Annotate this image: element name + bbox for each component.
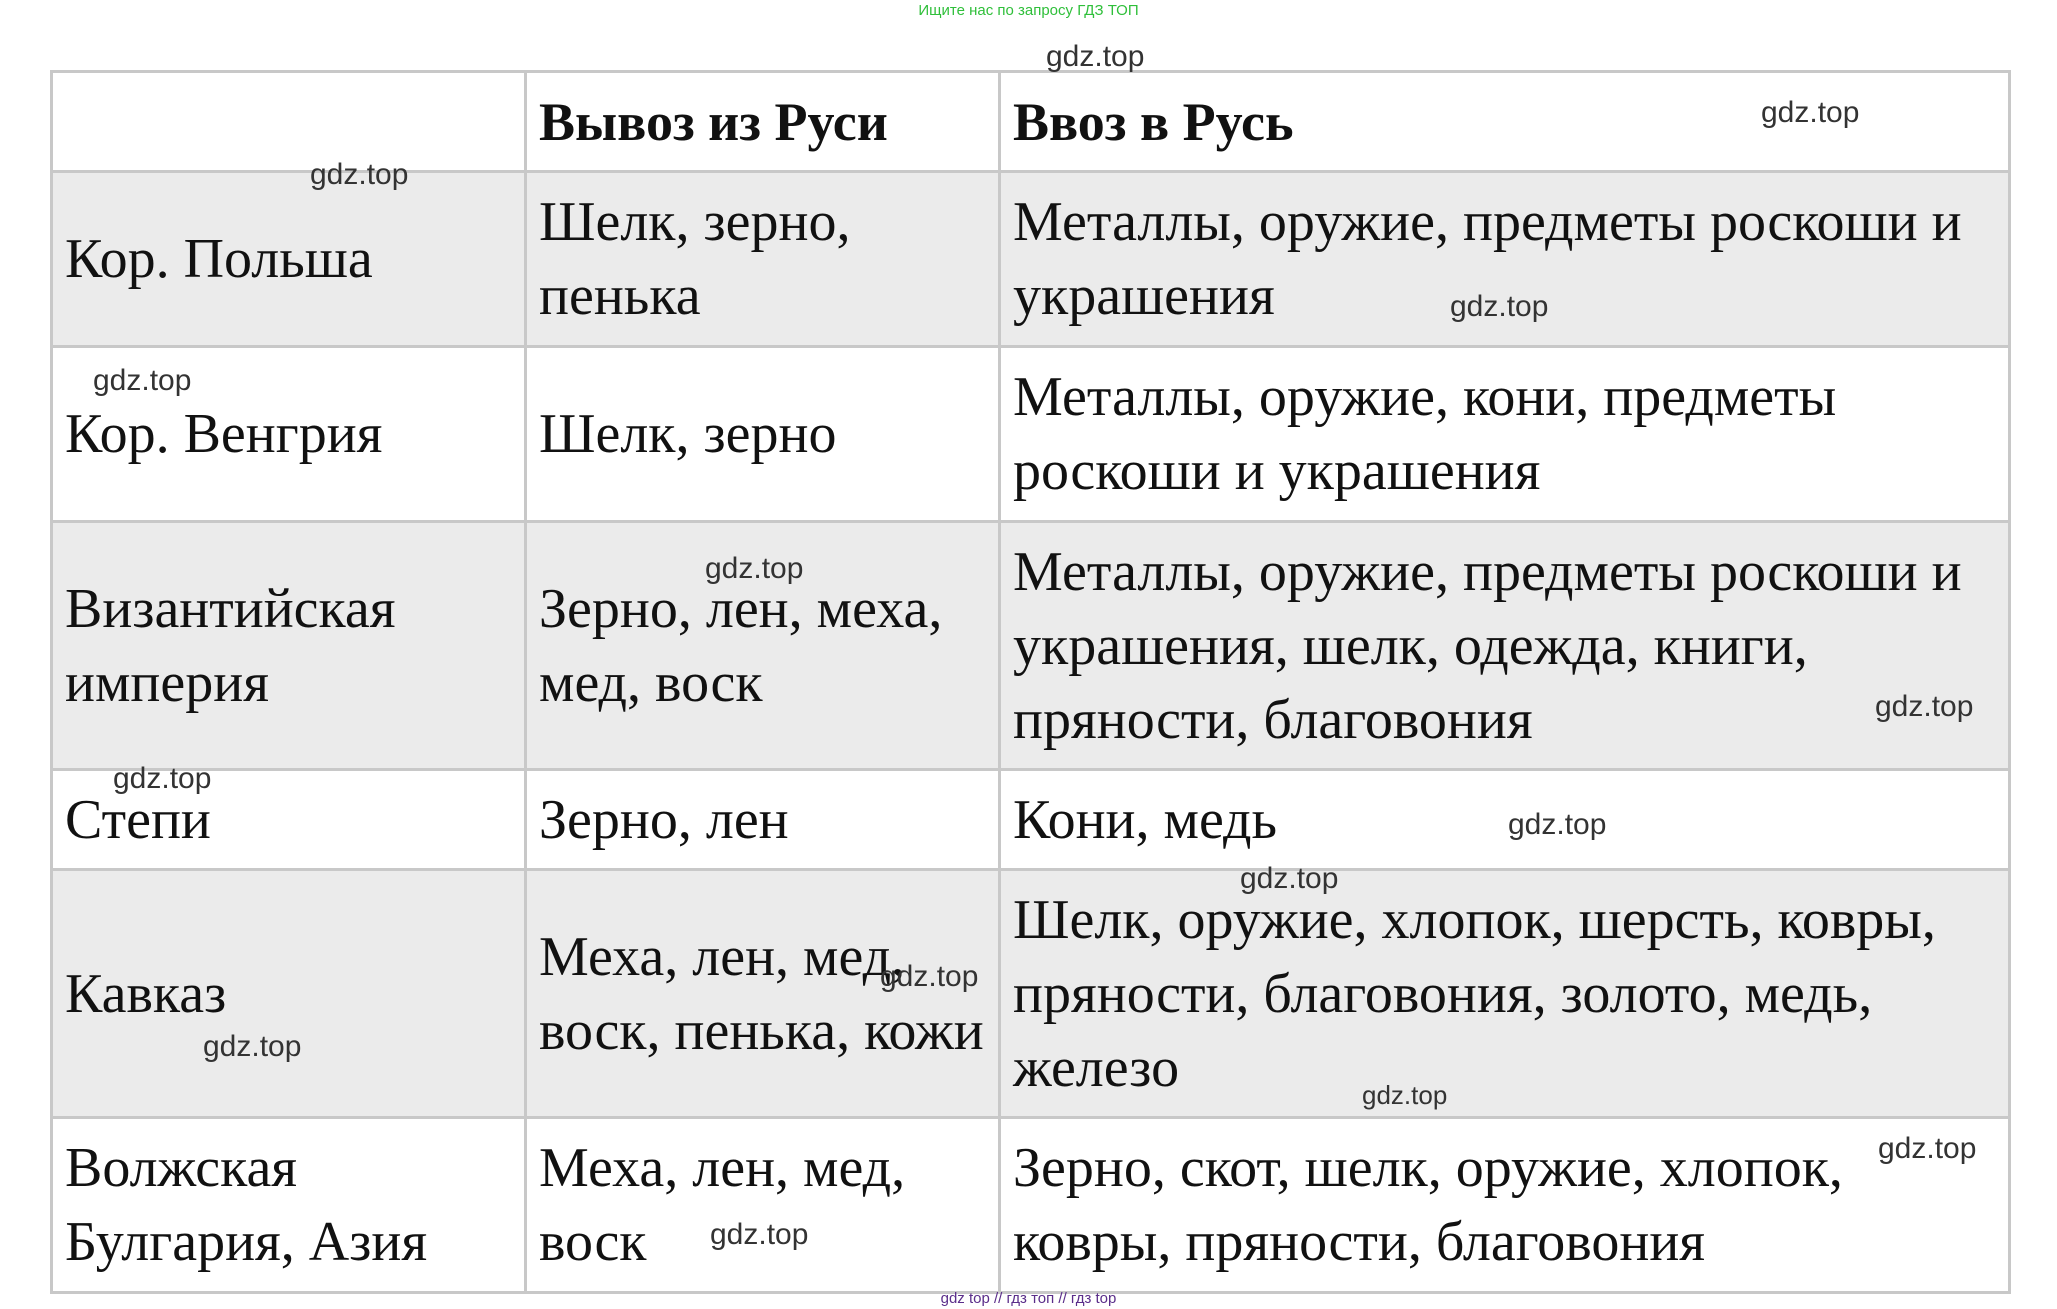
watermark: gdz.top bbox=[1508, 808, 1607, 841]
watermark: gdz.top bbox=[705, 552, 804, 585]
cell-region: Степи bbox=[52, 770, 526, 870]
header-region bbox=[52, 72, 526, 172]
table-row bbox=[52, 770, 2010, 870]
cell-region: Волжская Булгария, Азия bbox=[52, 1118, 526, 1293]
watermark: gdz.top bbox=[1878, 1132, 1977, 1165]
watermark: gdz.top bbox=[1240, 862, 1339, 895]
bottom-banner: gdz top // гдз топ // гдз top bbox=[940, 1290, 1117, 1307]
watermark: gdz.top bbox=[93, 364, 192, 397]
watermark: gdz.top bbox=[310, 158, 409, 191]
cell-region: Кор. Польша bbox=[52, 172, 526, 347]
trade-table bbox=[50, 70, 2011, 1294]
cell-import: Металлы, оружие, кони, предметы роскоши и украшения bbox=[1000, 347, 2010, 522]
table-row bbox=[52, 1118, 2010, 1293]
cell-import: Зерно, скот, шелк, оружие, хлопок, ковры, пряности, благовония bbox=[1000, 1118, 2010, 1293]
header-export: Вывоз из Руси bbox=[526, 72, 1000, 172]
header-import: Ввоз в Русь bbox=[1000, 72, 2010, 172]
cell-region: Кавказ bbox=[52, 870, 526, 1118]
cell-import: Кони, медь bbox=[1000, 770, 2010, 870]
watermark: gdz.top bbox=[1362, 1080, 1448, 1110]
watermark: gdz.top bbox=[1875, 690, 1974, 723]
table-row bbox=[52, 347, 2010, 522]
cell-region: Византийская империя bbox=[52, 522, 526, 770]
watermark: gdz.top bbox=[203, 1030, 302, 1063]
cell-export: Зерно, лен, меха, мед, воск bbox=[526, 522, 1000, 770]
cell-import: Металлы, оружие, предметы роскоши и украшения bbox=[1000, 172, 2010, 347]
cell-export: Шелк, зерно bbox=[526, 347, 1000, 522]
watermark: gdz.top bbox=[880, 960, 979, 993]
cell-region: Кор. Венгрия bbox=[52, 347, 526, 522]
cell-import: Металлы, оружие, предметы роскоши и украшения, шелк, одежда, книги, пряности, благовония bbox=[1000, 522, 2010, 770]
cell-export: Шелк, зерно, пенька bbox=[526, 172, 1000, 347]
table-row bbox=[52, 172, 2010, 347]
cell-export: Зерно, лен bbox=[526, 770, 1000, 870]
watermark: gdz.top bbox=[1761, 96, 1860, 129]
cell-export: Меха, лен, мед, воск bbox=[526, 1118, 1000, 1293]
table-row bbox=[52, 870, 2010, 1118]
table-header-row bbox=[52, 72, 2010, 172]
watermark: gdz.top bbox=[113, 762, 212, 795]
watermark: gdz.top bbox=[1046, 40, 1145, 73]
watermark: gdz.top bbox=[710, 1218, 809, 1251]
watermark: gdz.top bbox=[1450, 290, 1549, 323]
top-banner: Ищите нас по запросу ГДЗ ТОП bbox=[918, 2, 1139, 19]
cell-import: Шелк, оружие, хлопок, шерсть, ковры, пряности, благовония, золото, медь, железо bbox=[1000, 870, 2010, 1118]
cell-export: Меха, лен, мед, воск, пенька, кожи bbox=[526, 870, 1000, 1118]
table-row bbox=[52, 522, 2010, 770]
